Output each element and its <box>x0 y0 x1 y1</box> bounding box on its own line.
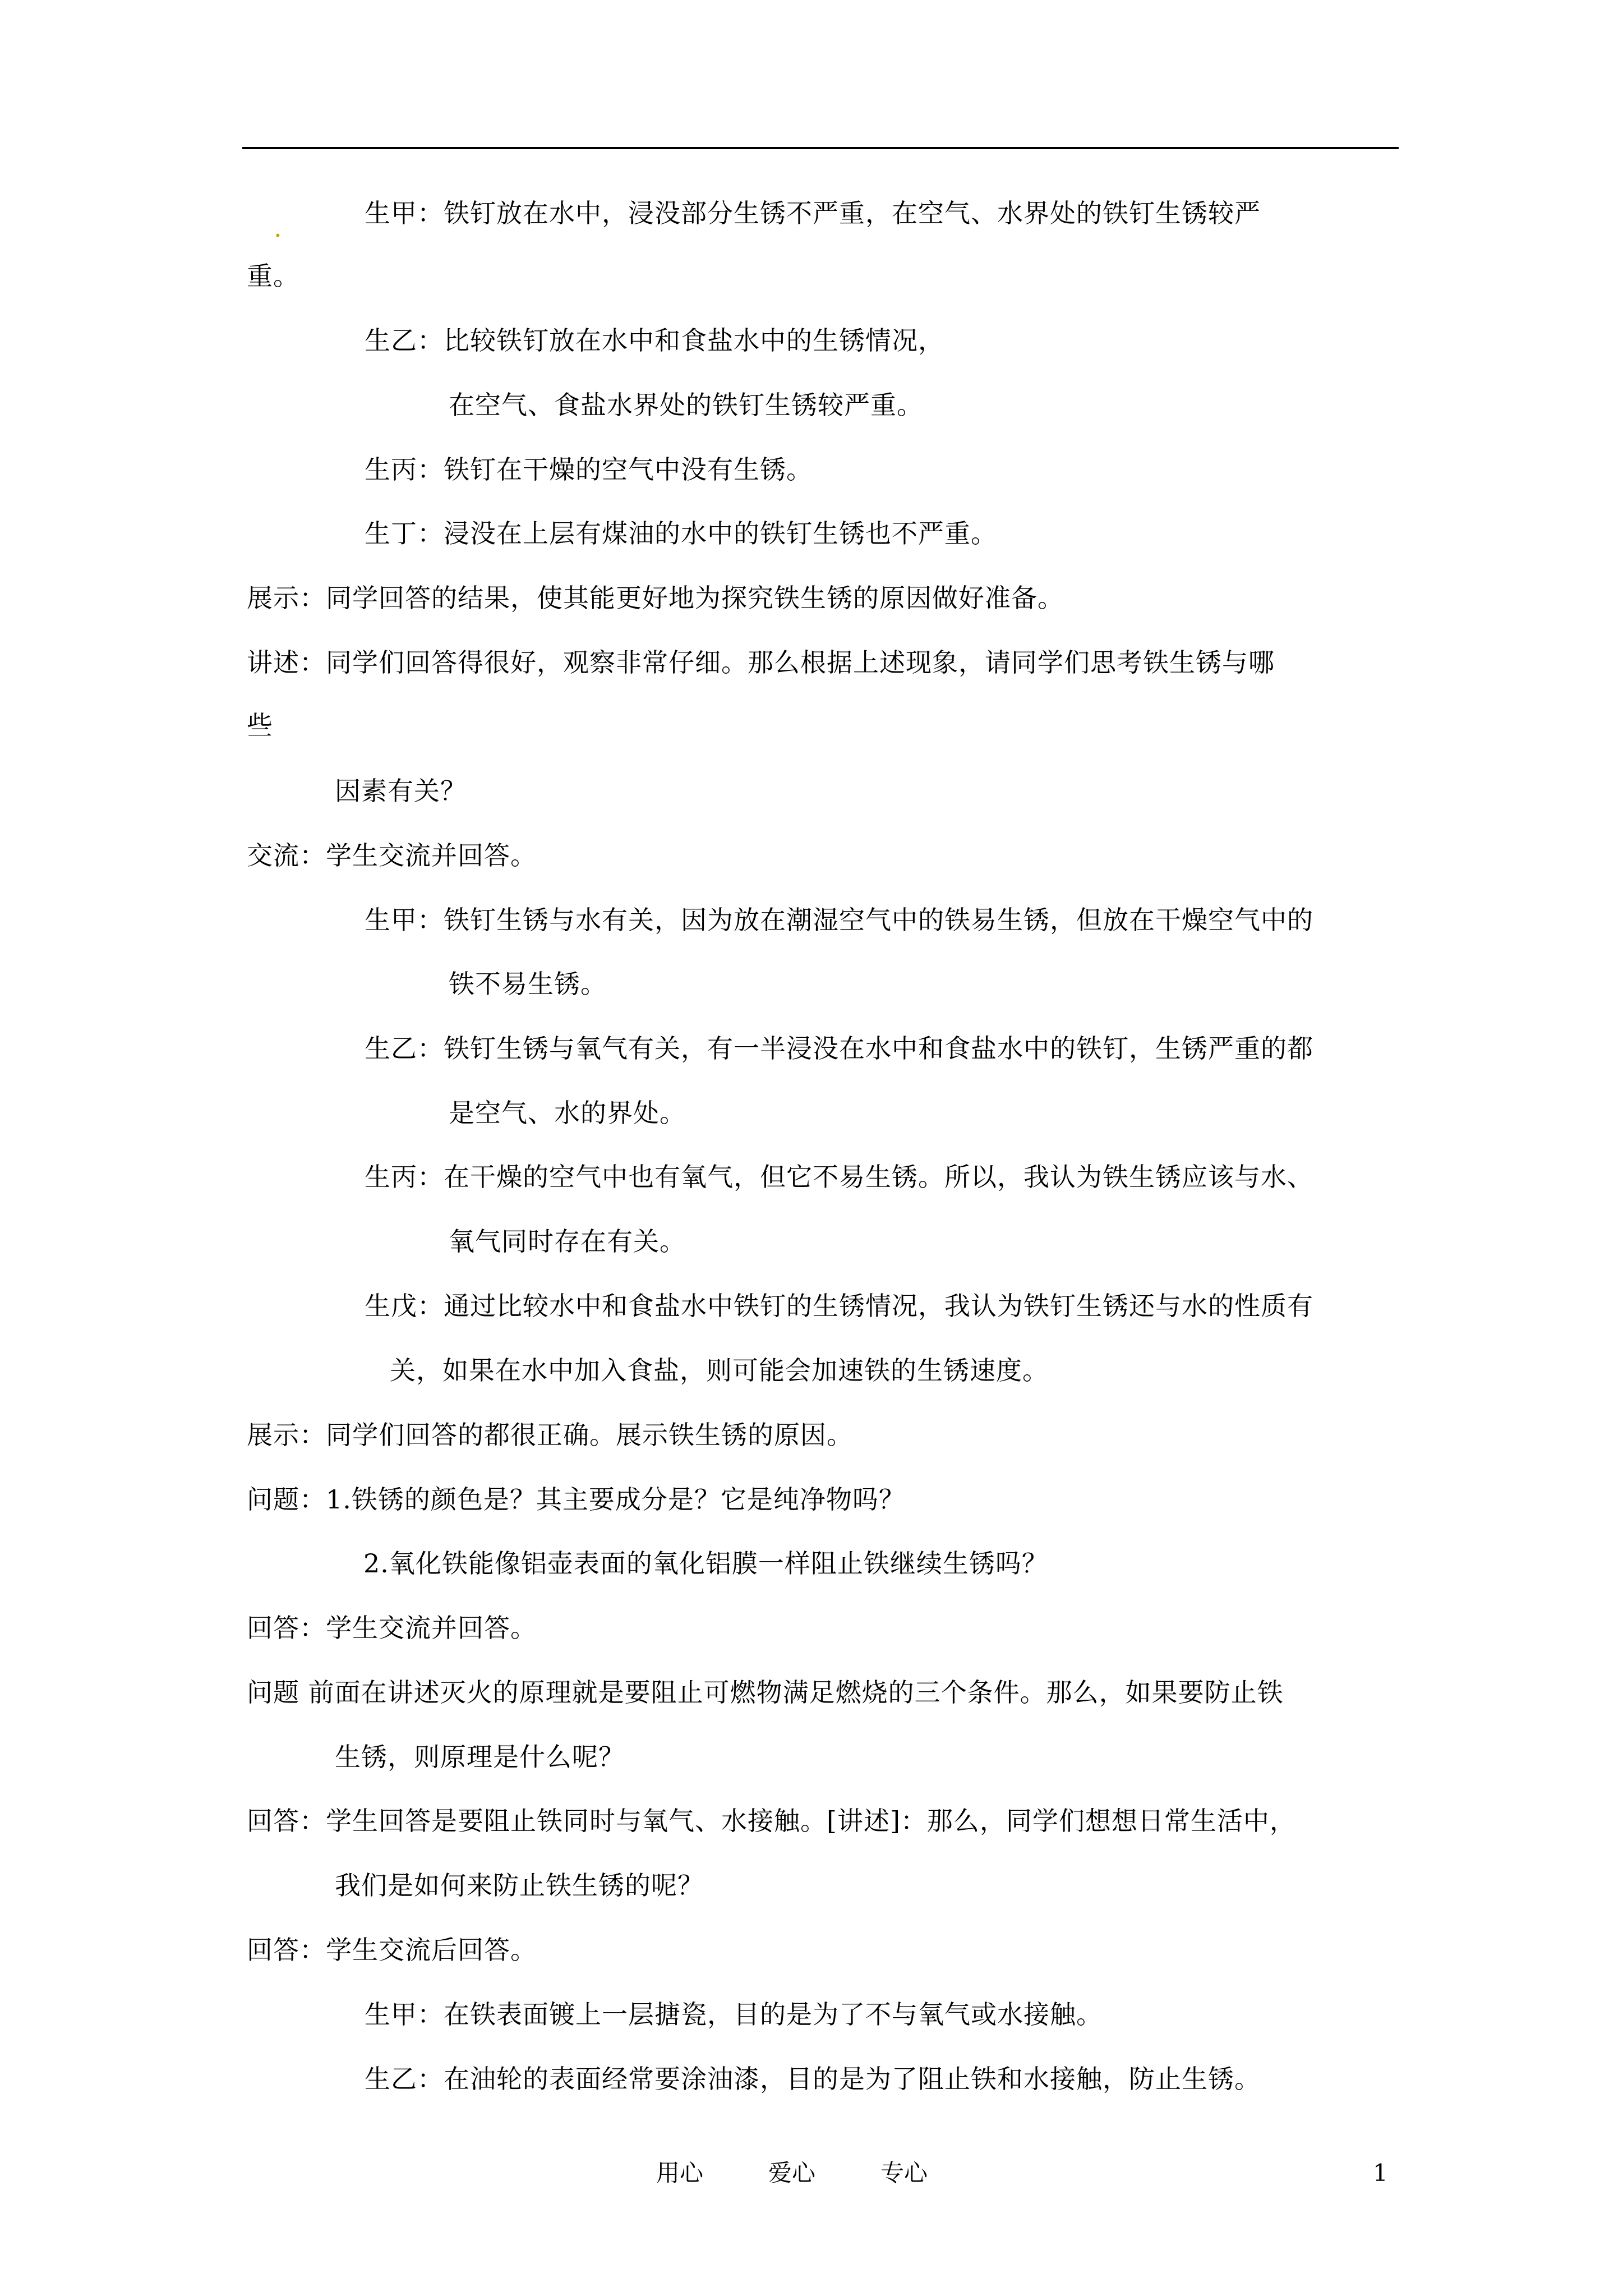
text-line: 回答：学生交流并回答。 <box>247 1613 537 1643</box>
footer-motto-3: 专心 <box>880 2159 928 2187</box>
text-line: 生乙：比较铁钉放在水中和食盐水中的生锈情况， <box>365 325 944 356</box>
text-line: 铁不易生锈。 <box>449 969 607 999</box>
text-line: 生锈，则原理是什么呢？ <box>335 1742 625 1772</box>
header-rule <box>242 147 1399 149</box>
text-line: 是空气、水的界处。 <box>449 1098 686 1128</box>
text-line: 些 <box>247 710 273 740</box>
text-line: 生乙：在油轮的表面经常要涂油漆，目的是为了阻止铁和水接触，防止生锈。 <box>365 2064 1261 2094</box>
text-line: 生丙：在干燥的空气中也有氧气，但它不易生锈。所以，我认为铁生锈应该与水、 <box>365 1162 1313 1192</box>
text-line: 因素有关？ <box>335 776 467 806</box>
text-line: 生丁：浸没在上层有煤油的水中的铁钉生锈也不严重。 <box>365 518 997 549</box>
text-line: 生甲：铁钉放在水中，浸没部分生锈不严重，在空气、水界处的铁钉生锈较严 <box>365 198 1261 228</box>
annotation-dot: . <box>274 213 283 243</box>
text-line: 生乙：铁钉生锈与氧气有关，有一半浸没在水中和食盐水中的铁钉，生锈严重的都 <box>365 1033 1313 1064</box>
text-line: 重。 <box>247 261 299 291</box>
text-line: 生戊：通过比较水中和食盐水中铁钉的生锈情况，我认为铁钉生锈还与水的性质有 <box>365 1291 1313 1321</box>
text-line: 回答：学生回答是要阻止铁同时与氧气、水接触。[讲述]：那么，同学们想想日常生活中， <box>247 1806 1296 1836</box>
text-line: 2.氧化铁能像铝壶表面的氧化铝膜一样阻止铁继续生锈吗？ <box>363 1548 1048 1579</box>
text-line: 在空气、食盐水界处的铁钉生锈较严重。 <box>449 390 923 420</box>
text-line: 问题 前面在讲述灭火的原理就是要阻止可燃物满足燃烧的三个条件。那么，如果要防止铁 <box>247 1677 1284 1708</box>
text-line: 我们是如何来防止铁生锈的呢？ <box>335 1870 704 1901</box>
text-line: 生甲：铁钉生锈与水有关，因为放在潮湿空气中的铁易生锈，但放在干燥空气中的 <box>365 905 1313 935</box>
page-number: 1 <box>1373 2159 1388 2187</box>
text-line: 讲述：同学们回答得很好，观察非常仔细。那么根据上述现象，请同学们思考铁生锈与哪 <box>247 647 1275 678</box>
text-line: 关，如果在水中加入食盐，则可能会加速铁的生锈速度。 <box>390 1355 1049 1386</box>
text-line: 回答：学生交流后回答。 <box>247 1935 537 1965</box>
footer-motto-1: 用心 <box>656 2159 704 2187</box>
text-line: 问题：1.铁锈的颜色是？其主要成分是？它是纯净物吗？ <box>247 1484 905 1515</box>
text-line: 生甲：在铁表面镀上一层搪瓷，目的是为了不与氧气或水接触。 <box>365 1999 1103 2030</box>
text-line: 氧气同时存在有关。 <box>449 1226 686 1257</box>
text-line: 生丙：铁钉在干燥的空气中没有生锈。 <box>365 454 813 485</box>
text-line: 交流：学生交流并回答。 <box>247 840 537 871</box>
text-line: 展示：同学们回答的都很正确。展示铁生锈的原因。 <box>247 1420 853 1450</box>
text-line: 展示：同学回答的结果，使其能更好地为探究铁生锈的原因做好准备。 <box>247 583 1064 613</box>
footer-motto-2: 爱心 <box>768 2159 816 2187</box>
